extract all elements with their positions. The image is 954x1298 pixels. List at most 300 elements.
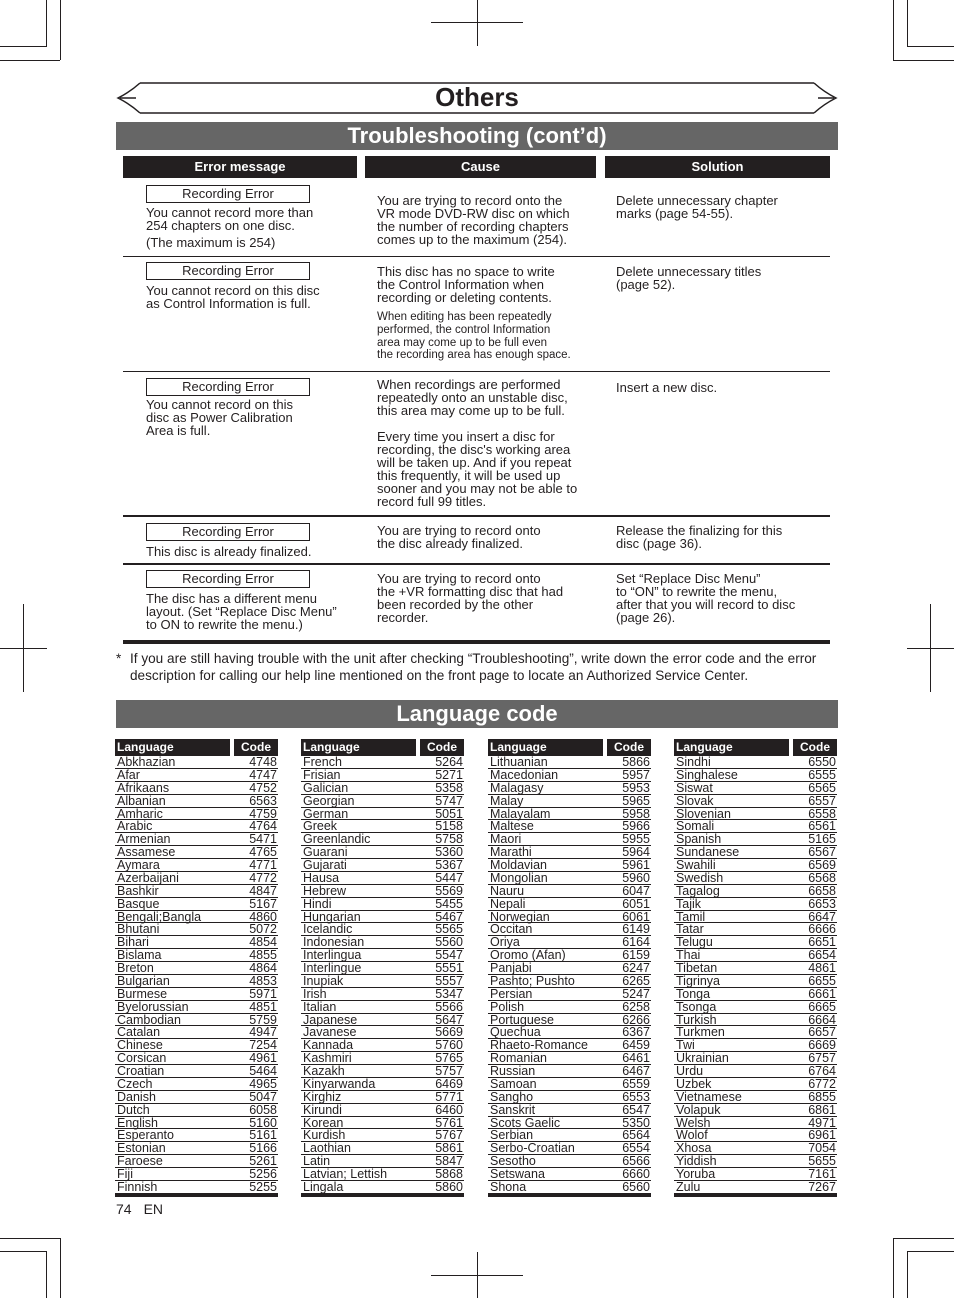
language-row [488,782,651,795]
language-name: Laothian [303,1141,351,1156]
language-row [488,1091,651,1104]
language-code: 5747 [435,793,463,808]
language-row [488,1065,651,1078]
crop-mark [907,0,908,47]
language-row [301,1001,464,1014]
language-row [301,1065,464,1078]
language-row [488,1078,651,1091]
language-name: Gujarati [303,858,347,872]
language-name: Burmese [117,986,168,1001]
crop-mark [0,1238,60,1239]
language-name: Armenian [117,832,171,847]
language-code: 5964 [622,845,650,860]
column-bottom-rule [115,1194,278,1197]
language-code: 5161 [249,1128,277,1143]
language-name: Sindhi [676,755,711,769]
language-name: Polish [490,999,525,1014]
language-name: Japanese [303,1012,358,1027]
crop-mark [60,0,61,60]
language-row [674,1078,837,1091]
language-code: 6664 [808,1012,836,1027]
error-label: Recording Error [146,523,310,541]
language-name: Kazakh [303,1064,345,1078]
language-code: 4765 [249,845,277,860]
language-name: Tamil [676,909,706,924]
language-row [488,962,651,975]
language-name: Greek [303,819,338,834]
language-row [488,1104,651,1117]
language-name: Lithuanian [490,755,548,769]
language-name: Vietnamese [676,1089,742,1104]
language-code: 5760 [435,1038,463,1053]
language-code: 5047 [249,1089,277,1104]
header-language: Language [674,739,789,756]
language-name: Russian [490,1064,536,1078]
language-code: 4971 [808,1115,836,1130]
language-row [488,1181,651,1194]
row-divider [123,371,830,372]
column-bottom-rule [488,1194,651,1197]
language-name: Hebrew [303,883,347,898]
language-row [301,795,464,808]
language-name: Latin [303,1154,331,1169]
header-code: Code [793,739,837,756]
language-name: Albanian [117,793,166,808]
language-row [674,872,837,885]
language-row [301,769,464,782]
language-code: 6647 [808,909,836,924]
header-code: Code [607,739,651,756]
language-row [301,859,464,872]
language-code: 6159 [622,948,650,963]
language-name: Tibetan [676,961,718,975]
language-name: Nepali [490,896,526,911]
language-code: 6651 [808,935,836,950]
language-name: Pashto; Pushto [490,973,575,988]
language-column [488,739,651,1194]
language-name: Tatar [676,922,704,937]
language-code: 5547 [435,948,463,963]
language-code: 5960 [622,870,650,885]
language-code: 6559 [622,1076,650,1091]
language-name: Hungarian [303,909,361,924]
registration-mark [930,604,931,692]
header-language: Language [488,739,603,756]
language-code: 5158 [435,819,463,834]
language-code: 6567 [808,845,836,860]
language-row [488,885,651,898]
language-row [115,988,278,1001]
language-code: 5557 [435,973,463,988]
language-row [674,975,837,988]
header-code: Code [234,739,278,756]
language-code: 6247 [622,961,650,975]
language-code: 5868 [435,1167,463,1181]
language-name: Kashmiri [303,1051,352,1066]
language-name: Nauru [490,883,525,898]
language-code: 4864 [249,961,277,975]
language-code: 6061 [622,909,650,924]
language-name: Catalan [117,1025,161,1040]
column-bottom-rule [674,1194,837,1197]
language-row [301,872,464,885]
crop-mark [0,46,47,47]
language-name: Maltese [490,819,534,834]
language-row [115,1078,278,1091]
language-name: Marathi [490,845,532,860]
language-name: Persian [490,986,533,1001]
language-code: 6665 [808,999,836,1014]
language-code: 5565 [435,922,463,937]
language-code: 5966 [622,819,650,834]
language-name: Inupiak [303,973,344,988]
language-name: Bulgarian [117,973,170,988]
language-row [115,1104,278,1117]
language-name: Oriya [490,935,520,950]
language-name: Norwegian [490,909,550,924]
language-name: Danish [117,1089,156,1104]
language-name: Galician [303,780,349,795]
language-code: 6669 [808,1038,836,1053]
language-code: 6654 [808,948,836,963]
language-name: Romanian [490,1051,547,1066]
language-name: Tajik [676,896,702,911]
language-code: 6764 [808,1064,836,1078]
language-code: 5761 [435,1115,463,1130]
language-code: 5861 [435,1141,463,1156]
language-row [674,1181,837,1194]
language-row [674,1065,837,1078]
language-row [301,1078,464,1091]
language-name: Hausa [303,870,340,885]
language-code: 6757 [808,1051,836,1066]
language-name: Sanskrit [490,1102,536,1117]
language-name: Afrikaans [117,780,170,795]
language-code: 6550 [808,755,836,769]
table-bottom-rule [123,640,830,644]
language-code: 4772 [249,870,277,885]
cause-text: When recordings are performed repeatedly onto an unstable disc, this area may come up to be full. [377,377,568,418]
language-code: 5957 [622,767,650,782]
language-code: 7054 [808,1141,836,1156]
language-name: Occitan [490,922,533,937]
language-code: 6467 [622,1064,650,1078]
language-code: 5455 [435,896,463,911]
language-row [115,859,278,872]
language-column [115,739,278,1194]
cause-note: Every time you insert a disc for recording, the disc's working area will be taken up. And if you repeat this frequently, it will be used up sooner and you may not be able to record full 99 titles. [377,429,578,509]
language-code: 5560 [435,935,463,950]
language-code: 5866 [622,755,650,769]
language-code: 5160 [249,1115,277,1130]
language-name: Tagalog [676,883,720,898]
language-name: Bihari [117,935,149,950]
language-code: 5847 [435,1154,463,1169]
language-code: 5767 [435,1128,463,1143]
cause-text: You are trying to record onto the VR mode DVD-RW disc on which the number of recording chapters comes up to the maximum (254). [377,193,570,247]
language-code: 5247 [622,986,650,1001]
language-code: 5669 [435,1025,463,1040]
language-row [488,1001,651,1014]
language-row [674,898,837,911]
language-name: Georgian [303,793,355,808]
language-name: Serbo-Croatian [490,1141,575,1156]
language-code: 4847 [249,883,277,898]
language-name: Moldavian [490,858,547,872]
language-column-header [488,739,651,756]
error-label: Recording Error [146,262,310,280]
language-name: Ukrainian [676,1051,729,1066]
language-code: 4947 [249,1025,277,1040]
language-code: 5771 [435,1089,463,1104]
language-code: 6047 [622,883,650,898]
language-name: Scots Gaelic [490,1115,561,1130]
language-name: Italian [303,999,337,1014]
language-name: Turkmen [676,1025,725,1040]
language-code: 5860 [435,1179,463,1194]
language-row [488,859,651,872]
language-code: 6566 [622,1154,650,1169]
language-row [115,1181,278,1194]
crop-mark [907,46,954,47]
language-name: Hindi [303,896,332,911]
language-code: 6660 [622,1167,650,1181]
language-code: 6569 [808,858,836,872]
language-code: 6772 [808,1076,836,1091]
language-code: 7254 [249,1038,277,1053]
language-name: Korean [303,1115,344,1130]
language-code: 6367 [622,1025,650,1040]
language-name: Fiji [117,1167,133,1181]
language-name: Latvian; Lettish [303,1167,388,1181]
language-name: Welsh [676,1115,711,1130]
language-code: 6855 [808,1089,836,1104]
crop-mark [46,1251,47,1298]
registration-mark [477,0,478,46]
language-code: 4771 [249,858,277,872]
language-name: Bengali;Bangla [117,909,202,924]
crop-mark [0,1251,47,1252]
language-name: Interlingue [303,961,362,975]
language-code: 5551 [435,961,463,975]
language-name: Mongolian [490,870,548,885]
language-name: Tonga [676,986,711,1001]
language-name: Javanese [303,1025,357,1040]
language-code: 6461 [622,1051,650,1066]
solution-text: Set “Replace Disc Menu” to “ON” to rewrite the menu, after that you will record to disc (page 26). [616,571,796,625]
language-row [115,872,278,885]
language-name: Chinese [117,1038,163,1053]
language-row [115,885,278,898]
language-name: Thai [676,948,701,963]
error-message-note: (The maximum is 254) [146,235,276,250]
language-column-header [301,739,464,756]
registration-mark [23,604,24,692]
error-message-text: You cannot record on this disc as Control Information is full. [146,283,320,311]
language-row [674,1001,837,1014]
language-name: Turkish [676,1012,717,1027]
language-row [301,898,464,911]
language-name: Serbian [490,1128,534,1143]
language-name: Kirghiz [303,1089,342,1104]
language-name: Faroese [117,1154,163,1169]
language-code: 6265 [622,973,650,988]
language-code: 5758 [435,832,463,847]
language-code: 4851 [249,999,277,1014]
error-label: Recording Error [146,378,310,396]
language-name: Volapuk [676,1102,721,1117]
header-language: Language [301,739,416,756]
language-name: Setswana [490,1167,545,1181]
registration-mark [431,1275,523,1276]
language-name: Slovenian [676,806,731,821]
language-row [301,988,464,1001]
language-name: Basque [117,896,160,911]
language-code: 5961 [622,858,650,872]
language-name: Sesotho [490,1154,536,1169]
language-name: Bashkir [117,883,159,898]
language-name: Croatian [117,1064,165,1078]
language-code: 5167 [249,896,277,911]
language-name: Oromo (Afan) [490,948,566,963]
language-name: Estonian [117,1141,166,1156]
language-code: 6051 [622,896,650,911]
language-name: Yiddish [676,1154,717,1169]
language-name: Bislama [117,948,162,963]
language-code: 5569 [435,883,463,898]
language-row [115,1168,278,1181]
error-message-text: The disc has a different menu layout. (Set “Replace Disc Menu” to ON to rewrite the menu.) [146,591,337,632]
language-code: 5765 [435,1051,463,1066]
language-row [115,769,278,782]
footnote-marker: * [116,651,122,666]
language-code: 6164 [622,935,650,950]
language-row [115,975,278,988]
language-code: 4854 [249,935,277,950]
language-code: 6961 [808,1128,836,1143]
language-name: Kirundi [303,1102,342,1117]
language-name: Twi [676,1038,695,1053]
cause-text: This disc has no space to write the Control Information when recording or deleting contents. [377,264,555,305]
language-code: 4764 [249,819,277,834]
language-code: 6558 [808,806,836,821]
row-divider [123,563,830,565]
language-code: 6555 [808,767,836,782]
language-code: 5464 [249,1064,277,1078]
page-title: Others [435,82,519,112]
language-code: 4752 [249,780,277,795]
language-name: Greenlandic [303,832,371,847]
language-name: Samoan [490,1076,537,1091]
language-code: 5471 [249,832,277,847]
language-code: 6459 [622,1038,650,1053]
error-message-text: This disc is already finalized. [146,544,312,559]
crop-mark [893,60,954,61]
language-name: Esperanto [117,1128,174,1143]
language-code: 5965 [622,793,650,808]
language-code: 5072 [249,922,277,937]
language-row [301,975,464,988]
crop-mark [907,1251,908,1298]
language-row [674,859,837,872]
language-row [301,1091,464,1104]
language-code: 6563 [249,793,277,808]
solution-text: Release the finalizing for this disc (page 36). [616,523,783,551]
crop-mark [893,0,894,60]
language-row [488,756,651,769]
language-name: Quechua [490,1025,541,1040]
language-name: Swahili [676,858,716,872]
language-name: Siswat [676,780,713,795]
language-name: Dutch [117,1102,150,1117]
crop-mark [893,1238,894,1298]
language-name: Sangho [490,1089,534,1104]
language-code: 5350 [622,1115,650,1130]
language-name: French [303,755,342,769]
language-row [674,885,837,898]
solution-text: Delete unnecessary chapter marks (page 54-55). [616,193,778,221]
language-row [488,795,651,808]
language-code: 6258 [622,999,650,1014]
language-name: Kannada [303,1038,354,1053]
language-name: Rhaeto-Romance [490,1038,588,1053]
language-column-header [115,739,278,756]
language-code: 5261 [249,1154,277,1169]
troubleshooting-section-title: Troubleshooting (cont’d) [116,122,838,150]
language-row [674,795,837,808]
crop-mark [46,0,47,47]
page-title-banner [116,80,838,116]
language-name: Somali [676,819,715,834]
language-code: 4961 [249,1051,277,1066]
footnote-text: If you are still having trouble with the unit after checking “Troubleshooting”, write down the error code and the error description for calling our help line mentioned on the front page to locate an Authorized Service Center. [130,651,817,683]
language-name: Afar [117,767,140,782]
language-name: Uzbek [676,1076,712,1091]
language-name: Singhalese [676,767,738,782]
language-row [488,975,651,988]
language-name: Slovak [676,793,714,808]
language-name: Interlingua [303,948,362,963]
language-code: 4853 [249,973,277,988]
cause-text: You are trying to record onto the disc already finalized. [377,523,541,551]
language-row [674,756,837,769]
language-name: Spanish [676,832,722,847]
language-name: Wolof [676,1128,708,1143]
language-name: Zulu [676,1179,701,1194]
header-language: Language [115,739,230,756]
language-code: 6557 [808,793,836,808]
language-code: 5367 [435,858,463,872]
language-code: 4759 [249,806,277,821]
page-number: 74 [116,1201,132,1217]
language-code: 5757 [435,1064,463,1078]
language-row [115,782,278,795]
language-name: Maori [490,832,522,847]
language-row [674,962,837,975]
language-row [674,1104,837,1117]
language-name: Breton [117,961,154,975]
language-name: Assamese [117,845,176,860]
language-row [674,988,837,1001]
page-language: EN [143,1201,164,1217]
language-code: 6554 [622,1141,650,1156]
registration-mark [431,22,523,23]
language-row [301,782,464,795]
language-code-section-title: Language code [116,700,838,728]
language-row [674,1091,837,1104]
language-name: Irish [303,986,327,1001]
error-label: Recording Error [146,185,310,203]
